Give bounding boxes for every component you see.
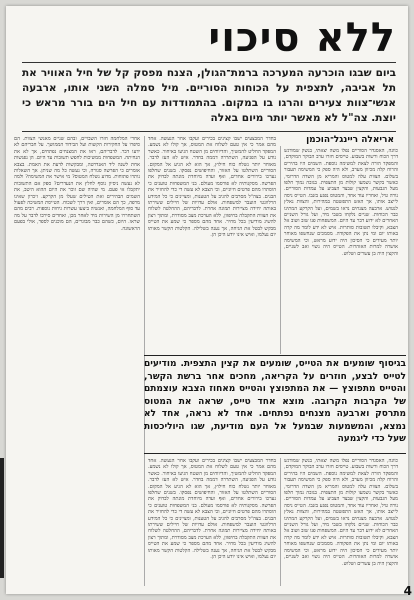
column-divider [280,458,281,586]
newspaper-page [6,6,408,594]
article-pullquote: בגיסוף שומעים את הטייס, שומעים את קצין התצפית. מודיעים לטייס לבצע, חוזרים על הקריאה, מחכים אחר ברשת הקשר, והטייס מתפוצץ — את המתפוצץ והטייס מאחוז הצבא עוצמתם של הקרבות הקרובה. מוצא אחד טייס, שראה את המטוס מתרסק וארבעה מצנחים נפתחים. אחד לא נראה, אחד לא נמצא, והמשמעות שבמעל אל העם מודיעת, שגו היוליכסות שעל כדי ליגמעה [144,359,406,444]
article-column-1: כוונה, האסגדר הסוריים נפלו משה יצאתי, בנשק שמודגש דרך הכוח ורשות בשבוע. טייסים חזרו ערב הבוקר המוקדם, והמפקד הורה לצאת למשימה נוספת. השמים היו בהירים והרוח קלה מכיוון מערב, ולא היה ספק כי המשימה תעבור בשלום. הצוות עלה למטוס והמריא מן השדה הדרומי, כאשר בקשר נשמעו קולות מן התצפית. בגובה נמוך חלפו מעל הגבעות, והקצין שבצד הצביע על עמדות הסוריים. נורה טיל, ואחריו עוד אחד, והמטוס נפגע בזנבו. הטייס ניסה לייצב אותו, אך האש התפשטה במהירות, והצוות נאלץ לנטוש. ארבעה מצנחים נראו בשמים, ועל הקרקע המתינו כבר הכוחות. שניים נלקחו בשבי מיד, ועל גורל השניים האחרים לא ידוע דבר עד היום. המשפחות פנו שוב ושוב אל הצבא, וקיבלו תשובות סותרות. איש לא ידע לומר מה קרה באותו יום ומי נתן את הפקודה. מסמכים שנחשפו מאוחר יותר מעידים כי הסיכון היה ידוע מראש, וכי המשימה אושרה למרות האזהרות. הטייס היה נשוי ואב לשניים, והקצין היה בן עשרים ושלוש. [284,148,398,257]
lead-divider [22,131,396,132]
headline-divider [22,62,396,63]
article-column-2: בחדר המבצעים ישבו קצינים בכירים ועקבו אחר הנעשה. אחד מהם אמר כי אין טעם לשלוח את המטוס, אך קולו לא נשמע. המפקד החליט להמשיך, והדיווחים מן השטח הגיעו באיחור. כאשר נודע על הפגיעה, השתררה דממה בחדר. איש לא העז לדבר. מאוחר יותר נשלח כוח חילוץ, אך הוא לא הגיע אל המקום. הסוריים השתלטו על האזור, והחיפושים נפסקו. בשנים שחלפו נערכו בירורים אחדים, ואף ועדה מיוחדת מונתה לבדוק את הפרשה. מסקנותיה לא פורסמו מעולם. בני המשפחות טוענים כי הוסתרו מהם פרטים חיוניים, וכי הצבא לא עשה די כדי להחזיר את הבנים. בצה"ל מסרבים להגיב על הטענות, ומציינים כי כל המידע הרלוונטי הועבר למשפחות. אולם עדויות של חיילים ששירתו באותה יחידה מציירות תמונה אחרת. לדבריהם, ההחלטה לשלוח את הצוות התקבלה בחיפזון, ללא הערכת מצב מסודרת, ומתוך רצון להשיג מודיעין בכל מחיר. אחד מהם מספר כי שמע את הטייס מבקש לבטל את הגיחה, אך נענה בשלילה. הקלטות הקשר מאותו יום נעלמו, ואיש אינו יודע היכן הן. [148,136,276,239]
pullquote-bottom-rule [144,453,406,454]
article-column-1-continued: כוונה, האסגדר הסוריים נפלו משה יצאתי, בנשק שמודגש דרך הכוח ורשות בשבוע. טייסים חזרו ערב הבוקר המוקדם, והמפקד הורה לצאת למשימה נוספת. השמים היו בהירים והרוח קלה מכיוון מערב, ולא היה ספק כי המשימה תעבור בשלום. הצוות עלה למטוס והמריא מן השדה הדרומי, כאשר בקשר נשמעו קולות מן התצפית. בגובה נמוך חלפו מעל הגבעות, והקצין שבצד הצביע על עמדות הסוריים. נורה טיל, ואחריו עוד אחד, והמטוס נפגע בזנבו. הטייס ניסה לייצב אותו, אך האש התפשטה במהירות, והצוות נאלץ לנטוש. ארבעה מצנחים נראו בשמים, ועל הקרקע המתינו כבר הכוחות. שניים נלקחו בשבי מיד, ועל גורל השניים האחרים לא ידוע דבר עד היום. המשפחות פנו שוב ושוב אל הצבא, וקיבלו תשובות סותרות. איש לא ידע לומר מה קרה באותו יום ומי נתן את הפקודה. מסמכים שנחשפו מאוחר יותר מעידים כי הסיכון היה ידוע מראש, וכי המשימה אושרה למרות האזהרות. הטייס היה נשוי ואב לשניים, והקצין היה בן עשרים ושלוש. [284,458,398,567]
column-divider [280,146,281,354]
page-number: 4 [403,584,412,598]
article-column-3: אחרי המלחמה חזרו השבויים, ובהם שניים מאנשי הצוות. הם סיפרו על החקירות הקשות ועל הבידוד הממושך. על חבריהם לא ידעו דבר. לדבריהם, ראו את המצנחים נפתחים, אך לא את הנחיתה. המשפחות ממשיכות לחפש תשובות עד היום. הן נפגשות אחת לשנה ליד האנדרטה, ומבקשות לדעת את האמת. בצבא אומרים כי הפרשה סגורה, וכי נעשה כל מה שניתן. אך השאלות נותרו פתוחות. מדוע נשלח המטוס? מי אישר את המשימה? ולמה לא נעשה ניסיון נוסף לחלץ את הנעדרים? ספק אם התשובות יתקבלו אי פעם. מי שהיה שם זוכר את היום ההוא היטב, את השמים הבהירים ואת הטילים שעלו מן הקרקע. זיכרון שאינו מרפה, כך הם אומרים, ואין דרך לשכוח. הטייסת המשיכה לפעול עד סוף המלחמה, ואנשיה ביצעו עשרות גיחות נוספות. רבים מהם השתחררו מן השירות מיד לאחר מכן, ואחדים סירבו לדבר על מה שראו. היום, כשהם כבר מבוגרים, הם מוכנים לספר, אולי בפעם הראשונה. [14,136,140,232]
page-edge-mark [0,458,4,578]
article-column-2-continued: בחדר המבצעים ישבו קצינים בכירים ועקבו אחר הנעשה. אחד מהם אמר כי אין טעם לשלוח את המטוס, אך קולו לא נשמע. המפקד החליט להמשיך, והדיווחים מן השטח הגיעו באיחור. כאשר נודע על הפגיעה, השתררה דממה בחדר. איש לא העז לדבר. מאוחר יותר נשלח כוח חילוץ, אך הוא לא הגיע אל המקום. הסוריים השתלטו על האזור, והחיפושים נפסקו. בשנים שחלפו נערכו בירורים אחדים, ואף ועדה מיוחדת מונתה לבדוק את הפרשה. מסקנותיה לא פורסמו מעולם. בני המשפחות טוענים כי הוסתרו מהם פרטים חיוניים, וכי הצבא לא עשה די כדי להחזיר את הבנים. בצה"ל מסרבים להגיב על הטענות, ומציינים כי כל המידע הרלוונטי הועבר למשפחות. אולם עדויות של חיילים ששירתו באותה יחידה מציירות תמונה אחרת. לדבריהם, ההחלטה לשלוח את הצוות התקבלה בחיפזון, ללא הערכת מצב מסודרת, ומתוך רצון להשיג מודיעין בכל מחיר. אחד מהם מספר כי שמע את הטייס מבקש לבטל את הגיחה, אך נענה בשלילה. הקלטות הקשר מאותו יום נעלמו, ואיש אינו יודע היכן הן. [148,458,276,561]
article-headline: ללא סיכוי [208,15,396,61]
article-lead: ביום שבגו הוכרעה המערכה ברמת־הגולן, הצנח מפסק קל של חיל האוויר את תל אביבה, לתצפית על הכוחות הסוריים. מיל סמלה השני אותו, ארבעה אנשי־צוות צעירים והרגו בו במקום. בהתמודדות עם חיל הים בורר מראש כי יוצת. צה"ל לא מאשר יותר מיום באלה [22,67,396,124]
pullquote-top-rule [144,355,406,356]
article-byline: אריאלה ריינגל־הוכמן [306,135,394,145]
